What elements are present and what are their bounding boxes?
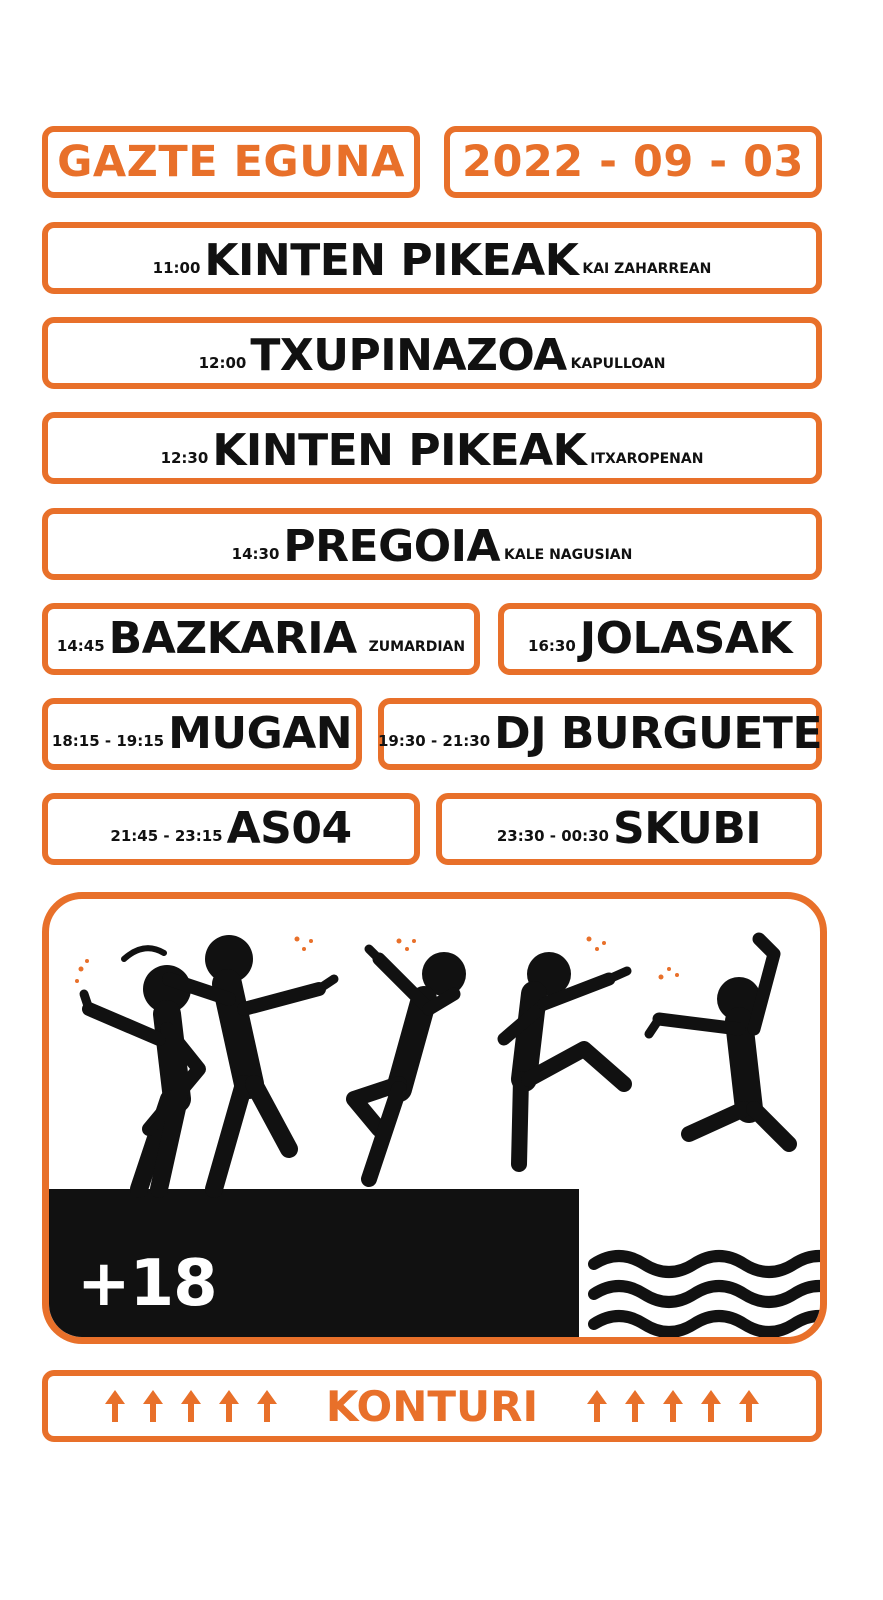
event-time: 23:30 - 00:30 bbox=[496, 827, 609, 845]
event-title: GAZTE EGUNA bbox=[57, 137, 405, 187]
arrow-group-right bbox=[586, 1388, 760, 1424]
footer-warning-text: KONTURI bbox=[325, 1381, 539, 1431]
schedule-row bbox=[42, 698, 362, 770]
event-name: DJ BURGUETE bbox=[494, 708, 823, 759]
event-time: 12:00 bbox=[198, 354, 247, 372]
event-name: TXUPINAZOA bbox=[250, 330, 567, 381]
arrow-up-icon bbox=[218, 1388, 240, 1424]
event-name: PREGOIA bbox=[283, 521, 501, 572]
event-name: AS04 bbox=[226, 803, 352, 854]
schedule-row bbox=[498, 603, 822, 675]
schedule-row bbox=[42, 412, 822, 484]
arrow-up-icon bbox=[624, 1388, 646, 1424]
event-time: 21:45 - 23:15 bbox=[110, 827, 223, 845]
arrow-group-left bbox=[104, 1388, 278, 1424]
schedule-row bbox=[42, 603, 480, 675]
event-location: KAPULLOAN bbox=[570, 356, 666, 372]
schedule-row bbox=[42, 222, 822, 294]
event-name: MUGAN bbox=[168, 708, 353, 759]
arrow-up-icon bbox=[256, 1388, 278, 1424]
schedule-row bbox=[436, 793, 822, 865]
event-location: ZUMARDIAN bbox=[368, 639, 466, 655]
event-time: 19:30 - 21:30 bbox=[378, 732, 491, 750]
event-location: KALE NAGUSIAN bbox=[504, 547, 633, 563]
schedule-row bbox=[42, 317, 822, 389]
event-time: 18:15 - 19:15 bbox=[51, 732, 165, 750]
event-location: ITXAROPENAN bbox=[590, 451, 704, 467]
arrow-up-icon bbox=[662, 1388, 684, 1424]
event-date: 2022 - 09 - 03 bbox=[462, 137, 804, 187]
arrow-up-icon bbox=[180, 1388, 202, 1424]
event-name: SKUBI bbox=[613, 803, 762, 854]
party-illustration bbox=[42, 892, 827, 1344]
arrow-up-icon bbox=[142, 1388, 164, 1424]
event-location: KAI ZAHARREAN bbox=[582, 261, 712, 277]
arrow-up-icon bbox=[104, 1388, 126, 1424]
age-restriction-label: +18 bbox=[77, 1247, 217, 1321]
event-time: 16:30 bbox=[528, 637, 576, 655]
footer-box bbox=[42, 1370, 822, 1442]
event-time: 14:30 bbox=[231, 545, 280, 563]
arrow-up-icon bbox=[586, 1388, 608, 1424]
event-title-box bbox=[42, 126, 420, 198]
arrow-up-icon bbox=[738, 1388, 760, 1424]
schedule-row bbox=[42, 793, 420, 865]
event-time: 14:45 bbox=[56, 637, 105, 655]
event-name: KINTEN PIKEAK bbox=[204, 235, 579, 286]
event-date-box bbox=[444, 126, 822, 198]
schedule-row bbox=[378, 698, 822, 770]
event-time: 11:00 bbox=[152, 259, 201, 277]
event-name: KINTEN PIKEAK bbox=[212, 425, 587, 476]
event-time: 12:30 bbox=[160, 449, 209, 467]
arrow-up-icon bbox=[700, 1388, 722, 1424]
event-name: BAZKARIA bbox=[108, 613, 357, 664]
schedule-row bbox=[42, 508, 822, 580]
event-name: JOLASAK bbox=[579, 613, 792, 664]
